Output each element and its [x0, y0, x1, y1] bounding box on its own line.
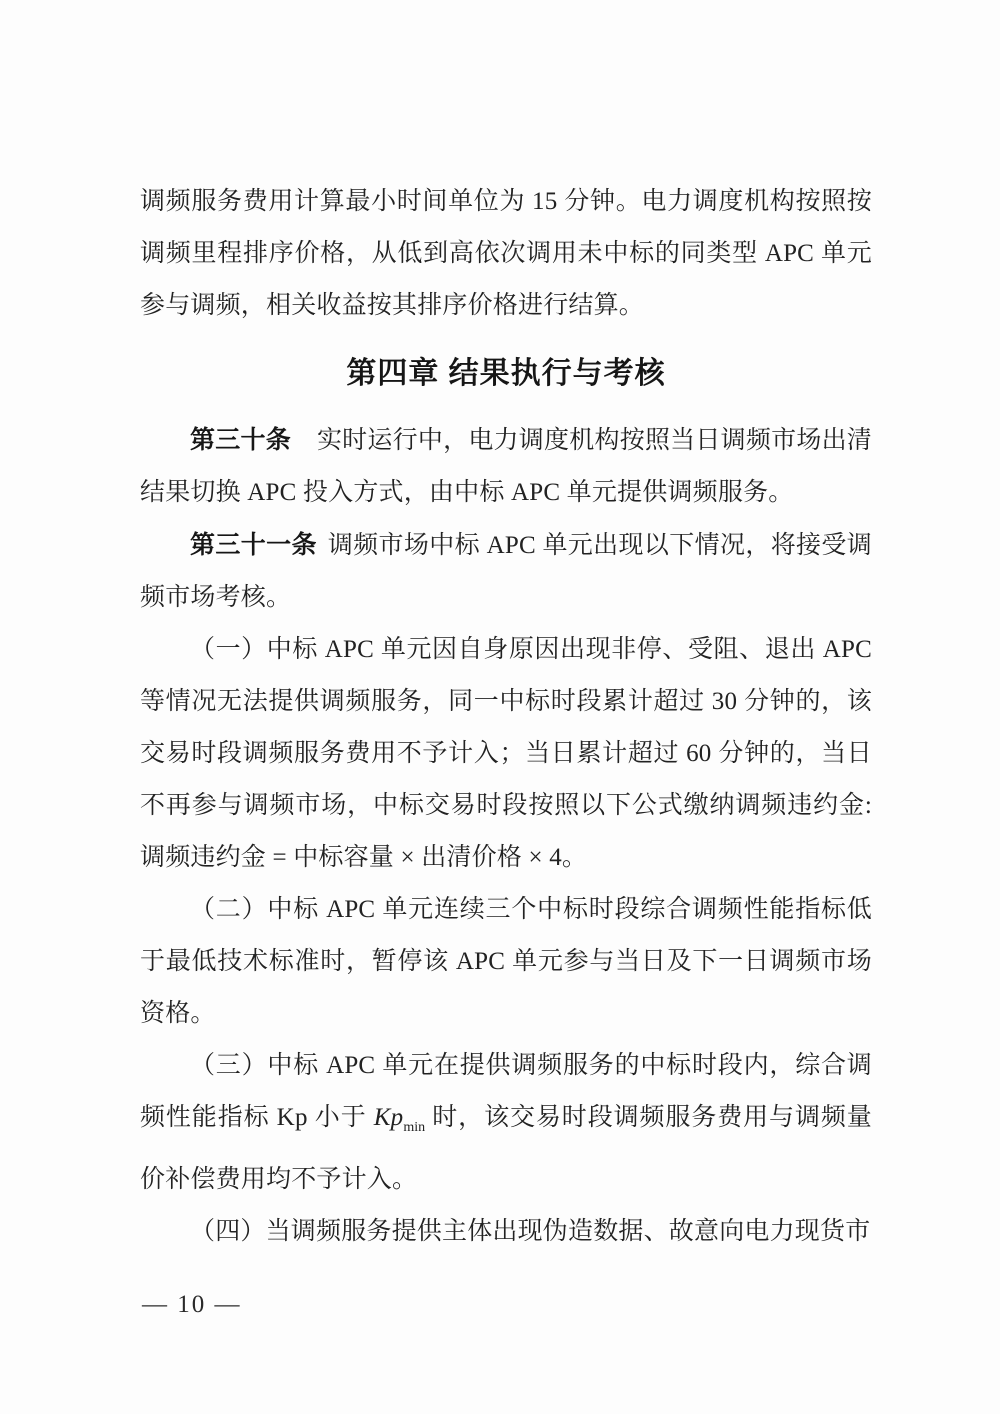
kp-min-subscript: min	[403, 1120, 426, 1135]
article-31-number: 第三十一条	[190, 531, 317, 559]
paragraph-settlement-continuation: 调频服务费用计算最小时间单位为 15 分钟。电力调度机构按照按调频里程排序价格，从低到高依次调用未中标的同类型 APC 单元参与调频，相关收益按其排序价格进行结算。	[140, 188, 872, 319]
article-31-text: 调频市场中标 APC 单元出现以下情况，将接受调频市场考核。	[140, 532, 872, 611]
paragraph-item-two: （二）中标 APC 单元连续三个中标时段综合调频性能指标低于最低技术标准时，暂停该 APC 单元参与当日及下一日调频市场资格。	[140, 896, 872, 1027]
kp-min-variable: Kp	[373, 1104, 404, 1131]
paragraph-article-30	[140, 414, 872, 519]
paragraph-item-one: （一）中标 APC 单元因自身原因出现非停、受阻、退出 APC 等情况无法提供调频服务，同一中标时段累计超过 30 分钟的，该交易时段调频服务费用不予计入；当日累计超过 60 分钟的，当日不再参与调频市场，中标交易时段按照以下公式缴纳调频违约金: 调频违约金 = 中标容量 × 出清价格 × 4。	[140, 636, 872, 871]
item-three-text-pre: （三）中标 APC 单元在提供调频服务的中标时段内，综合调频性能指标 Kp 小于	[140, 1052, 872, 1131]
page-footer	[142, 1292, 242, 1318]
paragraph-item-three	[140, 1040, 872, 1206]
article-30-number: 第三十条	[190, 426, 291, 454]
page-content	[140, 176, 872, 1258]
paragraph-item-four: （四）当调频服务提供主体出现伪造数据、故意向电力现货市	[190, 1218, 871, 1245]
item-three-text-post: 时，该交易时段调频服务费用与调频量价补偿费用均不予计入。	[140, 1104, 872, 1193]
paragraph-article-31	[140, 519, 872, 624]
page-number: — 10 —	[142, 1291, 242, 1318]
article-30-text: 实时运行中，电力调度机构按照当日调频市场出清结果切换 APC 投入方式，由中标 APC 单元提供调频服务。	[140, 427, 872, 506]
chapter-heading: 第四章 结果执行与考核	[346, 357, 666, 390]
